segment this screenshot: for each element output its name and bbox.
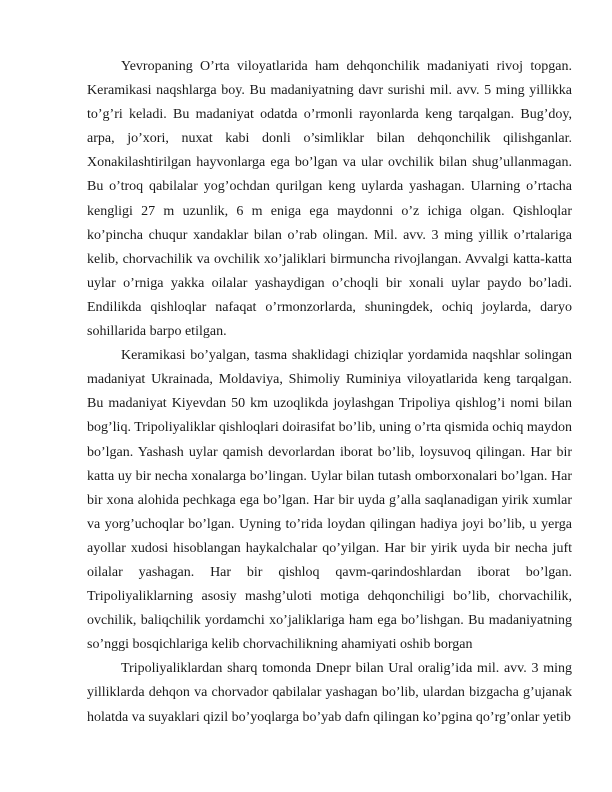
document-page bbox=[87, 55, 572, 730]
paragraph-3: Tripoliyaliklardan sharq tomonda Dnepr bilan Ural oralig’ida mil. avv. 3 ming yilliklarda dehqon va chorvador qabilalar yashagan bo’lib, ulardan bizgacha g’ujanak holatda va suyaklari qizil bo’yoqlarga bo’yab dafn qilingan ko’pgina qo’rg’onlar yetib bbox=[87, 661, 572, 725]
paragraph-2: Keramikasi bo’yalgan, tasma shaklidagi chiziqlar yordamida naqshlar solingan madaniyat Ukrainada, Moldaviya, Shimoliy Ruminiya viloyatlarida keng tarqalgan. Bu madaniyat Kiyevdan 50 km uzoqlikda joylashgan Tripoliya qishlog’i nomi bilan bog’liq. Tripoliyaliklar qishloqlari doirasifat bo’lib, uning o’rta qismida ochiq maydon bo’lgan. Yashash uylar qamish devorlardan iborat bo’lib, loysuvoq qilingan. Har bir katta uy bir necha xonalarga bo’lingan. Uylar bilan tutash omborxonalari bo’lgan. Har bir xona alohida pechkaga ega bo’lgan. Har bir uyda g’alla saqlanadigan yirik xumlar va yorg’uchoqlar bo’lgan. Uyning to’rida loydan qilingan hadiya joyi bo’lib, u yerga ayollar xudosi hisoblangan haykalchalar qo’yilgan. Har bir yirik uyda bir necha juft oilalar yashagan. Har bir qishloq qavm-qarindoshlardan iborat bo’lgan. Tripoliyaliklarning asosiy mashg’uloti motiga dehqonchiligi bo’lib, chorvachilik, ovchilik, baliqchilik yordamchi xo’jaliklariga ham ega bo’lishgan. Bu madaniyatning so’nggi bosqichlariga kelib chorvachilikning ahamiyati oshib borgan bbox=[87, 348, 572, 653]
paragraph-1: Yevropaning O’rta viloyatlarida ham dehqonchilik madaniyati rivoj topgan. Keramikasi naqshlarga boy. Bu madaniyatning davr surishi mil. avv. 5 ming yillikka to’g’ri keladi. Bu madaniyat odatda o’rmonli rayonlarda keng tarqalgan. Bug’doy, arpa, jo’xori, nuxat kabi donli o’simliklar bilan dehqonchilik qilishganlar. Xonakilashtirilgan hayvonlarga ega bo’lgan va ular ovchilik bilan shug’ullanmagan. Bu o’troq qabilalar yog’ochdan qurilgan keng uylarda yashagan. Ularning o’rtacha kengligi 27 m uzunlik, 6 m eniga ega maydonni o’z ichiga olgan. Qishloqlar ko’pincha chuqur xandaklar bilan o’rab olingan. Mil. avv. 3 ming yillik o’rtalariga kelib, chorvachilik va ovchilik xo’jaliklari birmuncha rivojlangan. Avvalgi katta-katta uylar o’rniga yakka oilalar yashaydigan o’choqli bir xonali uylar paydo bo’ladi. Endilikda qishloqlar nafaqat o’rmonzorlarda, shuningdek, ochiq joylarda, daryo sohillarida barpo etilgan. bbox=[87, 59, 572, 340]
